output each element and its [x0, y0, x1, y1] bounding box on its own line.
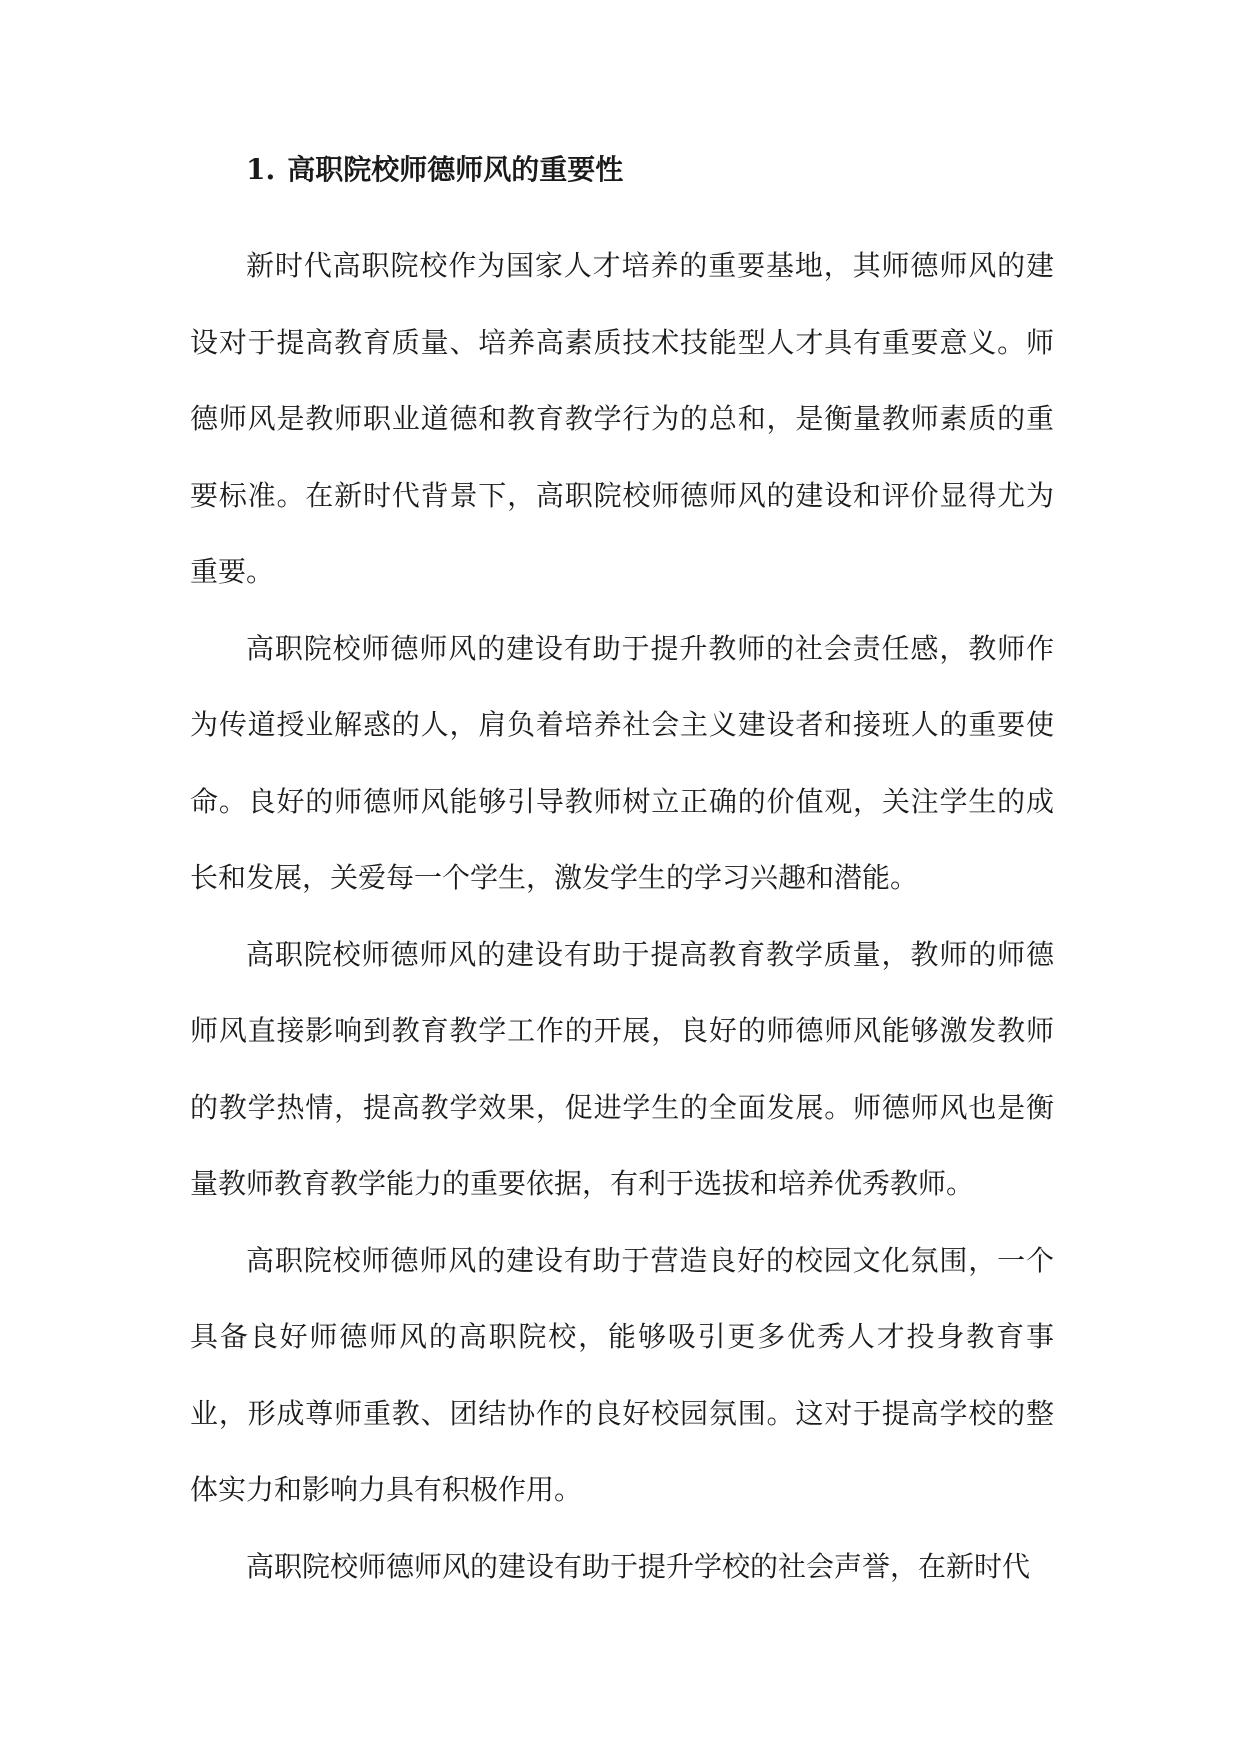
paragraph-3: 高职院校师德师风的建设有助于提高教育教学质量，教师的师德师风直接影响到教育教学工作的开展，良好的师德师风能够激发教师的教学热情，提高教学效果，促进学生的全面发展。师德师风也是衡量教师教育教学能力的重要依据，有利于选拔和培养优秀教师。	[190, 937, 1054, 1200]
paragraph-4: 高职院校师德师风的建设有助于营造良好的校园文化氛围，一个具备良好师德师风的高职院校，能够吸引更多优秀人才投身教育事业，形成尊师重教、团结协作的良好校园氛围。这对于提高学校的整体实力和影响力具有积极作用。	[190, 1243, 1054, 1506]
paragraph-5: 高职院校师德师风的建设有助于提升学校的社会声誉，在新时代	[246, 1549, 1031, 1583]
paragraph-1: 新时代高职院校作为国家人才培养的重要基地，其师德师风的建设对于提高教育质量、培养高素质技术技能型人才具有重要意义。师德师风是教师职业道德和教育教学行为的总和，是衡量教师素质的重要标准。在新时代背景下，高职院校师德师风的建设和评价显得尤为重要。	[190, 249, 1054, 588]
body-text	[190, 228, 1054, 1605]
paragraph-2: 高职院校师德师风的建设有助于提升教师的社会责任感，教师作为传道授业解惑的人，肩负着培养社会主义建设者和接班人的重要使命。良好的师德师风能够引导教师树立正确的价值观，关注学生的成长和发展，关爱每一个学生，激发学生的学习兴趣和潜能。	[190, 631, 1054, 894]
section-title: 高职院校师德师风的重要性	[287, 153, 624, 186]
section-heading	[246, 150, 623, 190]
section-number: 1.	[246, 153, 276, 186]
